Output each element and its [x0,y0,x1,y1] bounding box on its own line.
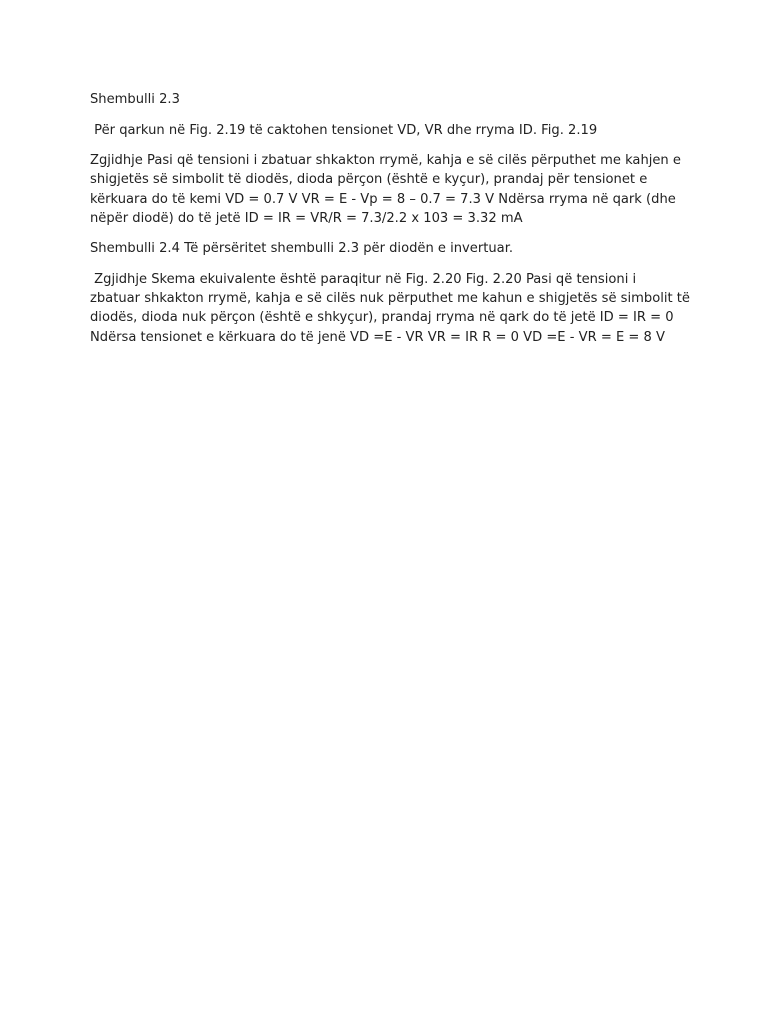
solution-2-3: Zgjidhje Pasi që tensioni i zbatuar shkakton rrymë, kahja e së cilës përputhet me kahjen e shigjetës së simbolit të diodës, dioda përçon (është e kyçur), prandaj për tensionet e kërkuara do të kemi VD = 0.7 V VR = E - Vp = 8 – 0.7 = 7.3 V Ndërsa rryma në qark (dhe nëpër diodë) do të jetë ID = IR = VR/R = 7.3/2.2 x 103 = 3.32 mA [90,153,686,226]
solution-2-4: Zgjidhje Skema ekuivalente është paraqitur në Fig. 2.20 Fig. 2.20 Pasi që tensioni i zbatuar shkakton rrymë, kahja e së cilës nuk përputhet me kahun e shigjetës së simbolit të diodës, dioda nuk përçon (është e shkyçur), prandaj rryma në qark do të jetë ID = IR = 0 Ndërsa tensionet e kërkuara do të jenë VD =E - VR VR = IR R = 0 VD =E - VR = E = 8 V [90,271,695,345]
problem-statement-2-3: Për qarkun në Fig. 2.19 të caktohen tensionet VD, VR dhe rryma ID. Fig. 2.19 [90,122,598,138]
heading-example-2-3: Shembulli 2.3 [90,92,180,107]
heading-example-2-4: Shembulli 2.4 Të përsëritet shembulli 2.3 për diodën e invertuar. [90,241,514,257]
document-page [90,90,695,358]
